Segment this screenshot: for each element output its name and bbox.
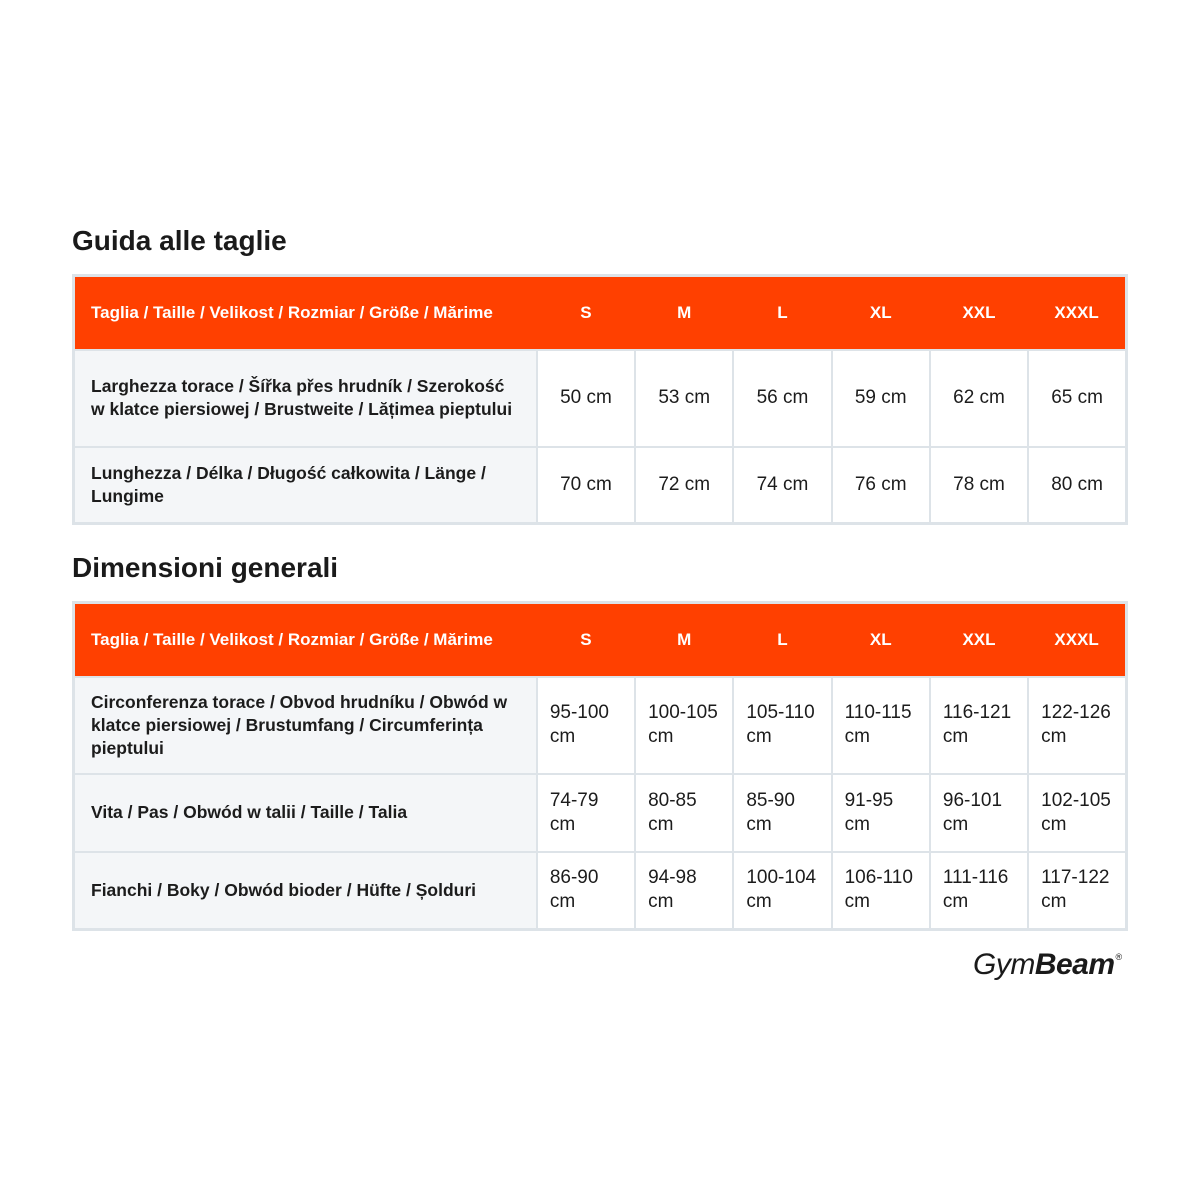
table-cell: 85-90 cm (733, 774, 831, 852)
table-cell: 74 cm (733, 447, 831, 524)
table-row (74, 852, 1127, 930)
size-guide-table (72, 274, 1128, 525)
table-cell: 105-110 cm (733, 677, 831, 774)
row-label-chest-width: Larghezza torace / Šířka přes hrudník / Szerokość w klatce piersiowej / Brustweite / Lățimea pieptului (74, 350, 537, 447)
table-cell: 111-116 cm (930, 852, 1028, 930)
table-cell: 53 cm (635, 350, 733, 447)
table-cell: 65 cm (1028, 350, 1126, 447)
row-label-hips: Fianchi / Boky / Obwód bioder / Hüfte / Șolduri (74, 852, 537, 930)
row-label-length: Lunghezza / Délka / Długość całkowita / Länge / Lungime (74, 447, 537, 524)
size-header-s: S (537, 276, 635, 350)
table-cell: 122-126 cm (1028, 677, 1126, 774)
size-column-header: Taglia / Taille / Velikost / Rozmiar / Größe / Mărime (74, 603, 537, 677)
table-row (74, 447, 1127, 524)
table-cell: 102-105 cm (1028, 774, 1126, 852)
size-header-s: S (537, 603, 635, 677)
table-cell: 86-90 cm (537, 852, 635, 930)
gymbeam-logo (973, 948, 1122, 982)
table-cell: 78 cm (930, 447, 1028, 524)
table-cell: 80-85 cm (635, 774, 733, 852)
table-cell: 100-104 cm (733, 852, 831, 930)
logo-text-gym: Gym (973, 948, 1035, 981)
table-cell: 95-100 cm (537, 677, 635, 774)
size-header-l: L (733, 603, 831, 677)
table-cell: 116-121 cm (930, 677, 1028, 774)
table-cell: 62 cm (930, 350, 1028, 447)
table-cell: 56 cm (733, 350, 831, 447)
table-cell: 106-110 cm (832, 852, 930, 930)
size-column-header: Taglia / Taille / Velikost / Rozmiar / Größe / Mărime (74, 276, 537, 350)
size-header-l: L (733, 276, 831, 350)
table-cell: 80 cm (1028, 447, 1126, 524)
table-cell: 74-79 cm (537, 774, 635, 852)
size-header-xl: XL (832, 603, 930, 677)
table-cell: 100-105 cm (635, 677, 733, 774)
table-row (74, 774, 1127, 852)
size-guide-title: Guida alle taglie (72, 225, 287, 256)
registered-mark: ® (1115, 952, 1122, 962)
row-label-waist: Vita / Pas / Obwód w talii / Taille / Talia (74, 774, 537, 852)
table-row (74, 677, 1127, 774)
size-header-xxl: XXL (930, 276, 1028, 350)
table-cell: 70 cm (537, 447, 635, 524)
table-cell: 96-101 cm (930, 774, 1028, 852)
table-header-row (74, 276, 1127, 350)
size-header-xl: XL (832, 276, 930, 350)
table-cell: 94-98 cm (635, 852, 733, 930)
size-header-xxxl: XXXL (1028, 603, 1126, 677)
table-cell: 59 cm (832, 350, 930, 447)
general-dimensions-title: Dimensioni generali (72, 552, 339, 583)
size-header-xxl: XXL (930, 603, 1028, 677)
size-header-m: M (635, 276, 733, 350)
table-row (74, 350, 1127, 447)
table-cell: 72 cm (635, 447, 733, 524)
logo-text-beam: Beam (1034, 948, 1115, 981)
table-cell: 110-115 cm (832, 677, 930, 774)
size-header-xxxl: XXXL (1028, 276, 1126, 350)
general-dimensions-table (72, 601, 1128, 931)
row-label-chest-circumference: Circonferenza torace / Obvod hrudníku / Obwód w klatce piersiowej / Brustumfang / Circumferința pieptului (74, 677, 537, 774)
size-header-m: M (635, 603, 733, 677)
table-cell: 76 cm (832, 447, 930, 524)
table-cell: 91-95 cm (832, 774, 930, 852)
table-header-row (74, 603, 1127, 677)
table-cell: 117-122 cm (1028, 852, 1126, 930)
table-cell: 50 cm (537, 350, 635, 447)
